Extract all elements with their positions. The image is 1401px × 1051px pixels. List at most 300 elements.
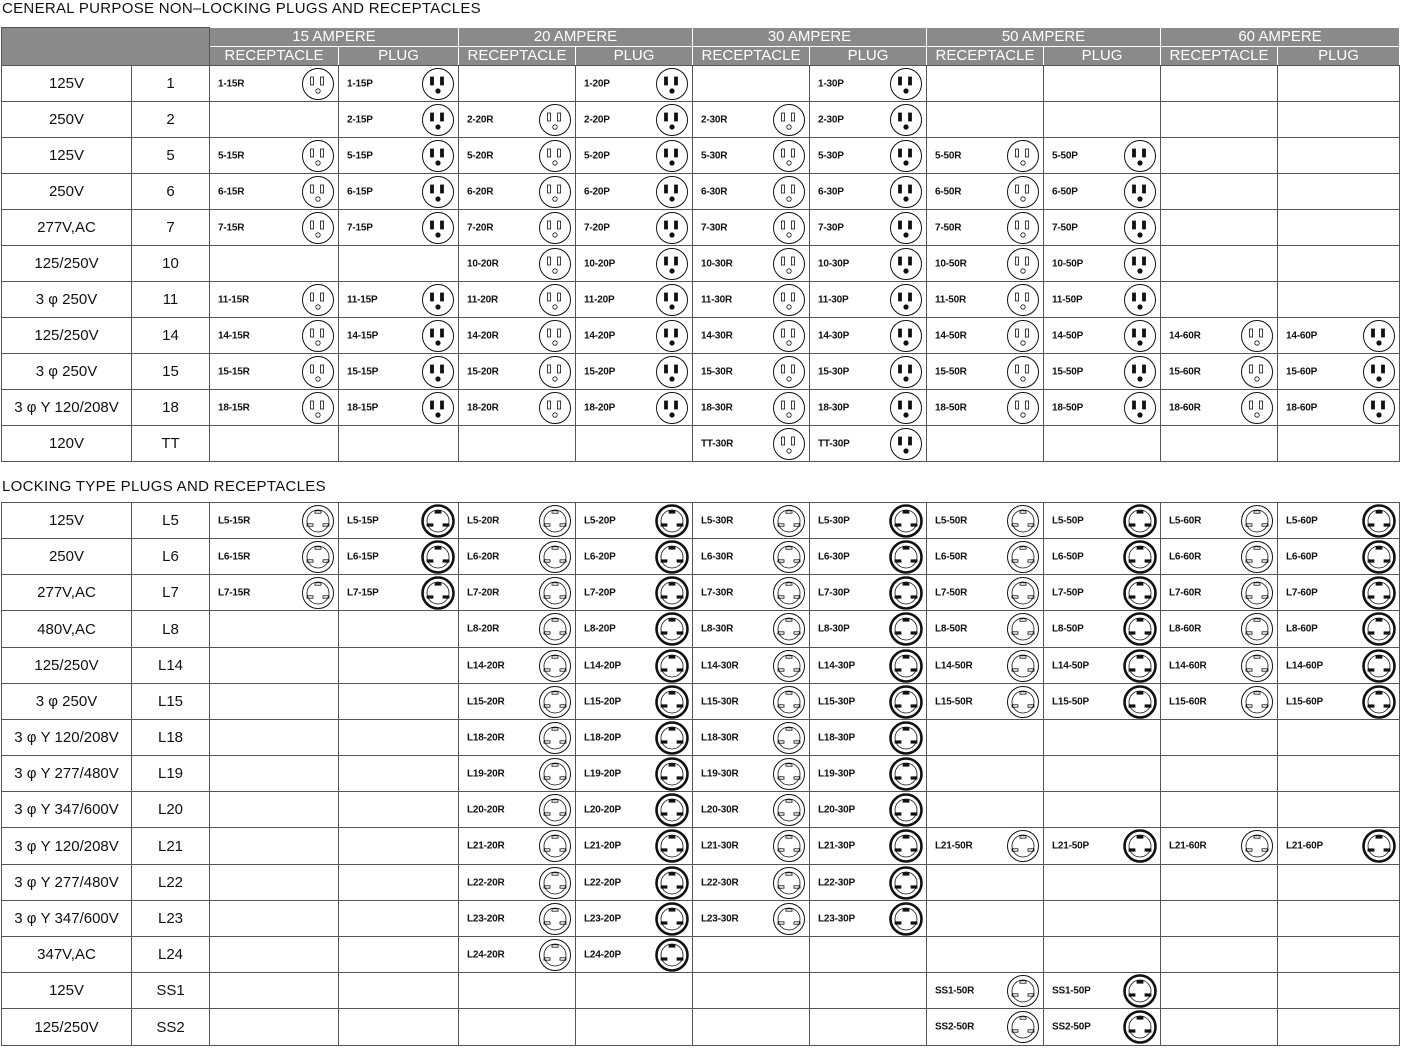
plug-face-icon	[1123, 1010, 1157, 1044]
receptacle-cell	[1161, 390, 1278, 426]
receptacle-cell	[210, 390, 339, 426]
table-row	[2, 901, 1400, 937]
plug-face-icon	[889, 685, 923, 719]
voltage-cell: 125V	[2, 973, 132, 1009]
config-label: L14-50P	[1052, 660, 1089, 671]
receptacle-cell	[693, 720, 810, 756]
voltage-cell: 480V,AC	[2, 611, 132, 648]
plug-face-icon	[655, 391, 689, 425]
receptacle-face-icon	[1006, 319, 1040, 353]
config-label: L14-20P	[584, 660, 621, 671]
table-row	[2, 865, 1400, 901]
receptacle-cell	[210, 138, 339, 174]
config-label: L22-20P	[584, 877, 621, 888]
plug-cell	[339, 828, 459, 865]
config-label: 11-50P	[1052, 294, 1083, 305]
receptacle-cell	[1161, 354, 1278, 390]
voltage-cell: 277V,AC	[2, 575, 132, 611]
config-label: L21-60P	[1286, 840, 1323, 852]
table-row	[2, 611, 1400, 648]
receptacle-cell	[459, 426, 576, 462]
plug-face-icon	[889, 355, 923, 389]
receptacle-cell	[693, 246, 810, 282]
receptacle-face-icon	[538, 103, 572, 137]
receptacle-cell	[693, 865, 810, 901]
receptacle-cell	[210, 720, 339, 756]
receptacle-cell	[210, 865, 339, 901]
receptacle-cell	[927, 575, 1044, 611]
plug-cell	[810, 539, 927, 575]
plug-face-icon	[889, 247, 923, 281]
config-label: 10-30P	[818, 258, 850, 269]
plug-face-icon	[1123, 974, 1157, 1008]
receptacle-cell	[1161, 611, 1278, 648]
config-label: SS2-50R	[935, 1021, 975, 1033]
voltage-cell: 3 φ Y 120/208V	[2, 720, 132, 756]
config-label: L15-20P	[584, 696, 621, 707]
receptacle-cell	[1161, 828, 1278, 865]
receptacle-cell	[693, 792, 810, 828]
table-row	[2, 138, 1400, 174]
receptacle-face-icon	[301, 391, 335, 425]
plug-cell	[810, 210, 927, 246]
receptacle-cell	[927, 390, 1044, 426]
receptacle-face-icon	[772, 540, 806, 574]
plug-cell	[339, 102, 459, 138]
config-label: 15-15P	[347, 366, 379, 377]
receptacle-cell	[210, 684, 339, 720]
config-label: L23-30P	[818, 913, 855, 924]
table-row	[2, 102, 1400, 138]
receptacle-face-icon	[1006, 391, 1040, 425]
config-label: L5-20P	[584, 515, 616, 526]
receptacle-face-icon	[538, 757, 572, 791]
ampere-header-60: 60 AMPERE	[1161, 28, 1400, 47]
config-label: L22-20R	[467, 877, 505, 888]
receptacle-cell	[210, 1009, 339, 1046]
voltage-cell: 277V,AC	[2, 210, 132, 246]
receptacle-face-icon	[301, 576, 335, 610]
config-label: L5-15R	[218, 515, 251, 526]
receptacle-face-icon	[301, 355, 335, 389]
plug-cell	[1278, 937, 1400, 973]
ampere-header-50: 50 AMPERE	[927, 28, 1161, 47]
receptacle-face-icon	[538, 355, 572, 389]
receptacle-cell	[1161, 1009, 1278, 1046]
receptacle-face-icon	[1006, 211, 1040, 245]
plug-face-icon	[889, 757, 923, 791]
plug-cell	[810, 937, 927, 973]
plug-face-icon	[1362, 540, 1396, 574]
voltage-cell: 3 φ Y 120/208V	[2, 828, 132, 865]
receptacle-cell	[927, 828, 1044, 865]
receptacle-face-icon	[301, 139, 335, 173]
config-label: 14-15R	[218, 330, 250, 341]
config-label: L20-30R	[701, 804, 739, 815]
config-label: 14-30R	[701, 330, 733, 341]
receptacle-cell	[927, 1009, 1044, 1046]
nema-cell: 7	[132, 210, 210, 246]
sub-header-plug: PLUG	[339, 47, 459, 66]
config-label: L8-60P	[1286, 623, 1318, 635]
receptacle-cell	[210, 973, 339, 1009]
receptacle-cell	[210, 828, 339, 865]
plug-face-icon	[655, 685, 689, 719]
plug-cell	[339, 354, 459, 390]
plug-cell	[339, 901, 459, 937]
receptacle-cell	[1161, 282, 1278, 318]
receptacle-cell	[1161, 756, 1278, 792]
plug-cell	[1044, 937, 1161, 973]
receptacle-cell	[927, 354, 1044, 390]
config-label: L8-20R	[467, 623, 500, 635]
plug-cell	[1278, 503, 1400, 539]
receptacle-face-icon	[772, 866, 806, 900]
receptacle-cell	[927, 792, 1044, 828]
plug-face-icon	[889, 829, 923, 863]
config-label: SS2-50P	[1052, 1021, 1091, 1033]
voltage-cell: 250V	[2, 102, 132, 138]
nema-cell: L5	[132, 503, 210, 539]
config-label: L14-20R	[467, 660, 505, 671]
plug-face-icon	[889, 175, 923, 209]
plug-cell	[576, 684, 693, 720]
receptacle-face-icon	[538, 211, 572, 245]
receptacle-cell	[459, 354, 576, 390]
receptacle-cell	[210, 792, 339, 828]
receptacle-cell	[210, 354, 339, 390]
plug-cell	[1044, 503, 1161, 539]
config-label: 18-20R	[467, 402, 499, 413]
receptacle-cell	[459, 102, 576, 138]
plug-cell	[1278, 792, 1400, 828]
receptacle-face-icon	[1240, 612, 1274, 646]
plug-cell	[576, 318, 693, 354]
receptacle-face-icon	[1006, 247, 1040, 281]
receptacle-cell	[927, 937, 1044, 973]
config-label: 2-30P	[818, 114, 844, 125]
receptacle-cell	[459, 1009, 576, 1046]
receptacle-cell	[927, 648, 1044, 684]
table-row	[2, 756, 1400, 792]
plug-face-icon	[1362, 612, 1396, 646]
config-label: 18-60P	[1286, 402, 1318, 413]
table-row	[2, 282, 1400, 318]
plug-cell	[1278, 720, 1400, 756]
config-label: 18-50R	[935, 402, 967, 413]
plug-cell	[1044, 282, 1161, 318]
config-label: L21-20R	[467, 840, 505, 852]
plug-face-icon	[421, 391, 455, 425]
receptacle-face-icon	[1006, 1010, 1040, 1044]
plug-face-icon	[889, 427, 923, 461]
config-label: L7-30R	[701, 587, 734, 598]
receptacle-cell	[459, 318, 576, 354]
receptacle-face-icon	[772, 211, 806, 245]
config-label: 6-30P	[818, 186, 844, 197]
config-label: L20-20P	[584, 804, 621, 815]
config-label: L15-20R	[467, 696, 505, 707]
plug-cell	[339, 973, 459, 1009]
receptacle-face-icon	[1240, 540, 1274, 574]
plug-cell	[810, 575, 927, 611]
table-row	[2, 648, 1400, 684]
plug-face-icon	[1123, 211, 1157, 245]
receptacle-face-icon	[772, 355, 806, 389]
plug-cell	[1044, 426, 1161, 462]
plug-face-icon	[655, 67, 689, 101]
receptacle-face-icon	[1006, 139, 1040, 173]
config-label: 5-20R	[467, 150, 494, 161]
config-label: 15-50P	[1052, 366, 1084, 377]
table-row	[2, 684, 1400, 720]
plug-cell	[1044, 828, 1161, 865]
config-label: L6-30R	[701, 551, 734, 562]
config-label: 7-30P	[818, 222, 844, 233]
receptacle-cell	[693, 539, 810, 575]
plug-cell	[1278, 174, 1400, 210]
voltage-cell: 120V	[2, 426, 132, 462]
receptacle-cell	[459, 390, 576, 426]
plug-face-icon	[1123, 175, 1157, 209]
plug-face-icon	[655, 355, 689, 389]
nema-cell: L18	[132, 720, 210, 756]
plug-cell	[1278, 390, 1400, 426]
config-label: L7-15P	[347, 587, 379, 598]
plug-cell	[1044, 390, 1161, 426]
receptacle-cell	[1161, 973, 1278, 1009]
plug-cell	[1044, 102, 1161, 138]
config-label: 11-50R	[935, 294, 967, 305]
plug-cell	[1044, 318, 1161, 354]
plug-cell	[339, 318, 459, 354]
plug-cell	[810, 792, 927, 828]
receptacle-face-icon	[301, 283, 335, 317]
receptacle-face-icon	[772, 902, 806, 936]
table-row	[2, 66, 1400, 102]
nema-cell: 1	[132, 66, 210, 102]
plug-face-icon	[655, 829, 689, 863]
receptacle-face-icon	[538, 793, 572, 827]
receptacle-face-icon	[772, 139, 806, 173]
plug-face-icon	[421, 504, 455, 538]
config-label: 14-15P	[347, 330, 379, 341]
plug-cell	[1044, 174, 1161, 210]
receptacle-cell	[1161, 138, 1278, 174]
plug-face-icon	[655, 576, 689, 610]
config-label: L6-50R	[935, 551, 968, 562]
plug-face-icon	[421, 576, 455, 610]
receptacle-cell	[927, 973, 1044, 1009]
plug-face-icon	[421, 139, 455, 173]
receptacle-face-icon	[538, 576, 572, 610]
plug-cell	[1278, 756, 1400, 792]
table-row	[2, 210, 1400, 246]
receptacle-cell	[693, 354, 810, 390]
ampere-header-20: 20 AMPERE	[459, 28, 693, 47]
plug-face-icon	[1123, 391, 1157, 425]
nema-cell: L14	[132, 648, 210, 684]
config-label: L6-20P	[584, 551, 616, 562]
plug-face-icon	[655, 175, 689, 209]
receptacle-cell	[210, 648, 339, 684]
plug-cell	[1278, 1009, 1400, 1046]
config-label: L23-20P	[584, 913, 621, 924]
plug-cell	[339, 684, 459, 720]
receptacle-cell	[210, 539, 339, 575]
plug-cell	[810, 426, 927, 462]
sub-header-receptacle: RECEPTACLE	[927, 47, 1044, 66]
config-label: L15-60P	[1286, 696, 1323, 707]
receptacle-cell	[927, 318, 1044, 354]
config-label: 18-20P	[584, 402, 616, 413]
nema-cell: 18	[132, 390, 210, 426]
config-label: 1-15P	[347, 78, 373, 89]
config-label: 15-60P	[1286, 366, 1318, 377]
plug-face-icon	[889, 139, 923, 173]
receptacle-face-icon	[538, 829, 572, 863]
receptacle-cell	[693, 66, 810, 102]
plug-face-icon	[889, 211, 923, 245]
config-label: 15-20R	[467, 366, 499, 377]
receptacle-cell	[210, 756, 339, 792]
receptacle-cell	[1161, 901, 1278, 937]
receptacle-face-icon	[772, 721, 806, 755]
plug-cell	[1044, 575, 1161, 611]
config-label: 7-50P	[1052, 222, 1078, 233]
plug-cell	[339, 282, 459, 318]
non-locking-section-title: CENERAL PURPOSE NON–LOCKING PLUGS AND RECEPTACLES	[2, 0, 481, 17]
plug-face-icon	[655, 247, 689, 281]
receptacle-face-icon	[538, 866, 572, 900]
config-label: 2-20P	[584, 114, 610, 125]
config-label: 6-15P	[347, 186, 373, 197]
plug-cell	[339, 503, 459, 539]
receptacle-cell	[1161, 66, 1278, 102]
voltage-cell: 3 φ 250V	[2, 684, 132, 720]
receptacle-face-icon	[538, 319, 572, 353]
plug-cell	[1044, 901, 1161, 937]
receptacle-face-icon	[538, 139, 572, 173]
receptacle-cell	[927, 503, 1044, 539]
nema-cell: L24	[132, 937, 210, 973]
receptacle-face-icon	[772, 685, 806, 719]
table-row	[2, 1009, 1400, 1046]
plug-face-icon	[1362, 829, 1396, 863]
config-label: 15-50R	[935, 366, 967, 377]
plug-cell	[810, 66, 927, 102]
receptacle-cell	[210, 282, 339, 318]
receptacle-cell	[927, 611, 1044, 648]
receptacle-cell	[459, 66, 576, 102]
config-label: L8-20P	[584, 623, 616, 635]
plug-cell	[576, 246, 693, 282]
config-label: TT-30R	[701, 438, 734, 449]
config-label: 14-50R	[935, 330, 967, 341]
non-locking-table	[1, 27, 1400, 462]
plug-face-icon	[421, 319, 455, 353]
receptacle-cell	[459, 174, 576, 210]
plug-face-icon	[421, 283, 455, 317]
nema-cell: 14	[132, 318, 210, 354]
plug-face-icon	[1123, 139, 1157, 173]
config-label: L22-30P	[818, 877, 855, 888]
receptacle-face-icon	[1006, 685, 1040, 719]
receptacle-cell	[927, 539, 1044, 575]
config-label: L21-60R	[1169, 840, 1207, 852]
plug-face-icon	[1123, 504, 1157, 538]
plug-face-icon	[889, 319, 923, 353]
receptacle-face-icon	[772, 504, 806, 538]
plug-cell	[810, 174, 927, 210]
receptacle-cell	[927, 684, 1044, 720]
plug-face-icon	[655, 938, 689, 972]
receptacle-cell	[927, 102, 1044, 138]
plug-cell	[339, 174, 459, 210]
receptacle-cell	[1161, 865, 1278, 901]
receptacle-cell	[693, 756, 810, 792]
receptacle-cell	[210, 611, 339, 648]
config-label: 11-30R	[701, 294, 733, 305]
receptacle-cell	[210, 426, 339, 462]
config-label: L14-60P	[1286, 660, 1323, 671]
receptacle-cell	[693, 426, 810, 462]
config-label: L21-20P	[584, 840, 621, 852]
plug-face-icon	[889, 649, 923, 683]
receptacle-face-icon	[1240, 649, 1274, 683]
receptacle-cell	[210, 901, 339, 937]
plug-face-icon	[655, 649, 689, 683]
plug-face-icon	[889, 67, 923, 101]
table-row	[2, 792, 1400, 828]
voltage-cell: 250V	[2, 174, 132, 210]
voltage-cell: 250V	[2, 539, 132, 575]
config-label: L7-60R	[1169, 587, 1202, 598]
receptacle-face-icon	[301, 319, 335, 353]
config-label: 18-50P	[1052, 402, 1084, 413]
config-label: L7-60P	[1286, 587, 1318, 598]
receptacle-cell	[1161, 684, 1278, 720]
plug-cell	[576, 865, 693, 901]
plug-face-icon	[421, 175, 455, 209]
config-label: 15-15R	[218, 366, 250, 377]
config-label: L8-50R	[935, 623, 968, 635]
voltage-cell: 3 φ 250V	[2, 282, 132, 318]
plug-cell	[810, 138, 927, 174]
config-label: 6-20P	[584, 186, 610, 197]
config-label: L8-50P	[1052, 623, 1084, 635]
receptacle-face-icon	[538, 721, 572, 755]
plug-face-icon	[1123, 540, 1157, 574]
plug-face-icon	[655, 283, 689, 317]
config-label: L14-50R	[935, 660, 973, 671]
config-label: 14-60P	[1286, 330, 1318, 341]
nema-cell: TT	[132, 426, 210, 462]
plug-face-icon	[1123, 649, 1157, 683]
config-label: 15-30R	[701, 366, 733, 377]
plug-cell	[339, 756, 459, 792]
config-label: 1-30P	[818, 78, 844, 89]
receptacle-face-icon	[772, 247, 806, 281]
receptacle-face-icon	[1240, 391, 1274, 425]
config-label: L6-20R	[467, 551, 500, 562]
plug-cell	[339, 1009, 459, 1046]
ampere-header-15: 15 AMPERE	[210, 28, 459, 47]
nema-cell: SS2	[132, 1009, 210, 1046]
receptacle-cell	[927, 720, 1044, 756]
plug-face-icon	[655, 504, 689, 538]
receptacle-face-icon	[1240, 829, 1274, 863]
